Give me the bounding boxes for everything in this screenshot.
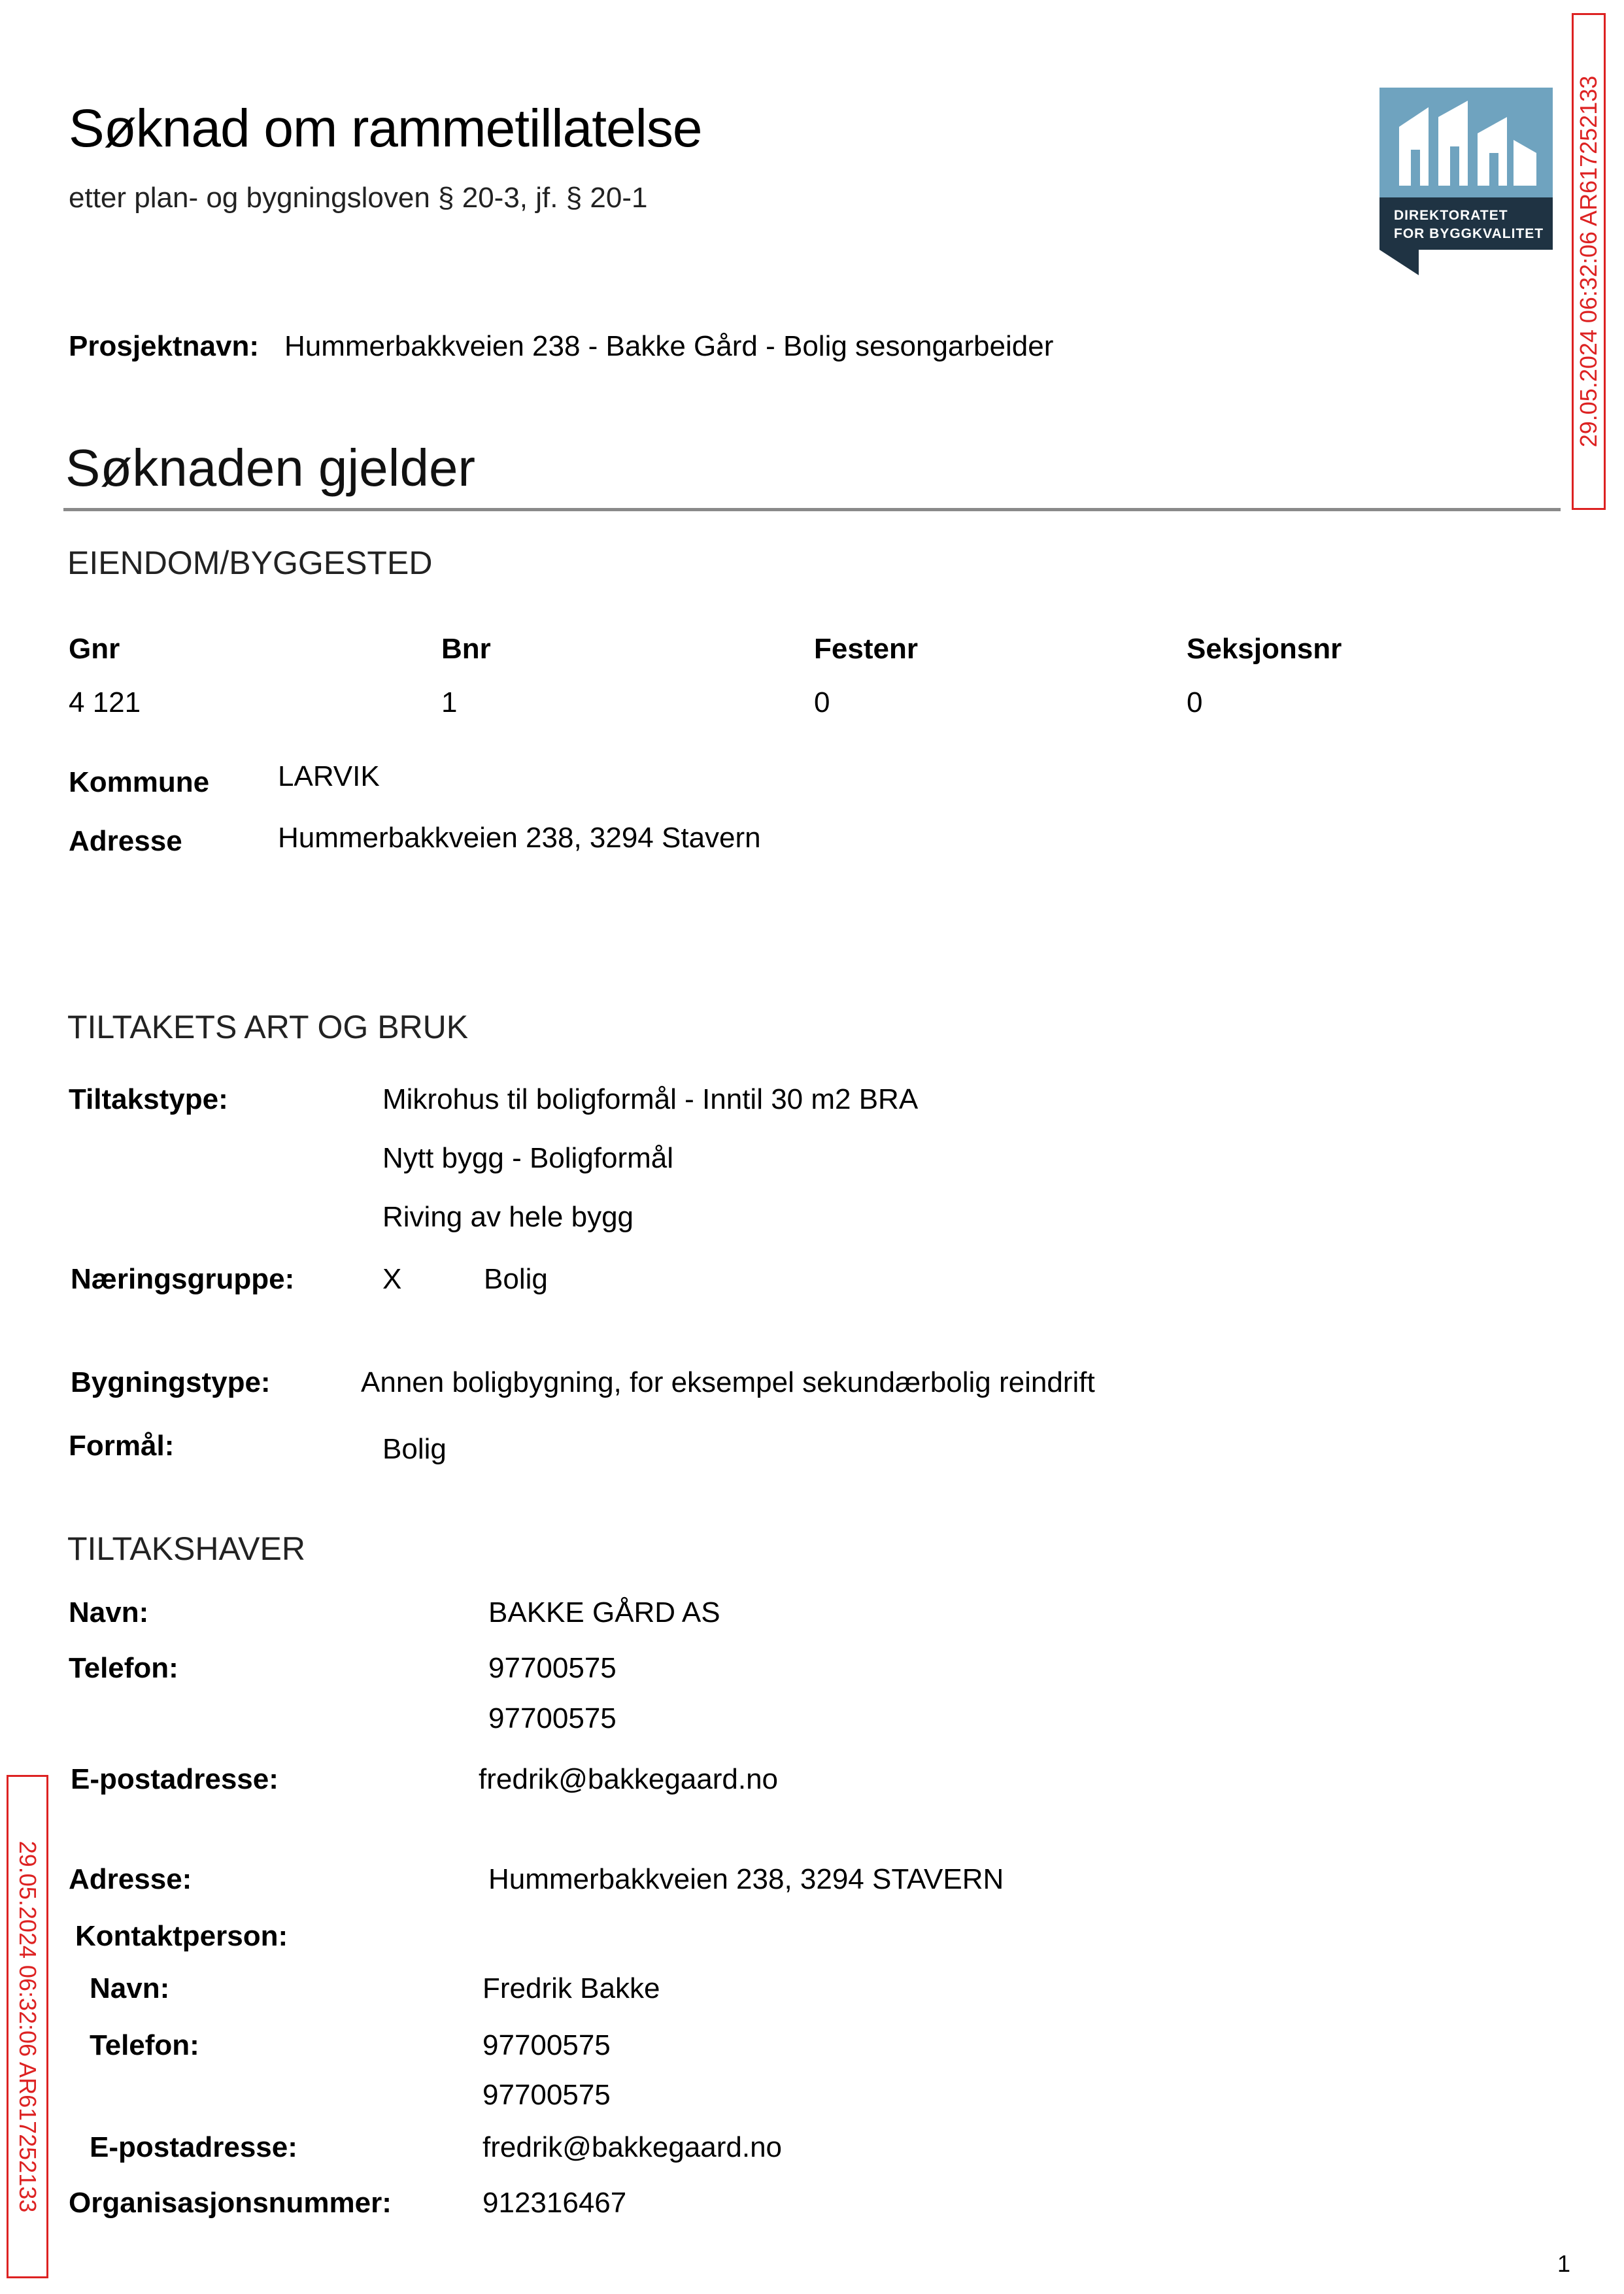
- organisasjonsnummer-label: Organisasjonsnummer:: [69, 2187, 392, 2219]
- festenr-label: Festenr: [814, 633, 918, 665]
- gnr-value: 4 121: [69, 686, 141, 718]
- organisasjonsnummer-value: 912316467: [482, 2187, 627, 2219]
- tiltakshaver-telefon-label: Telefon:: [69, 1652, 178, 1684]
- section-title: Søknaden gjelder: [65, 439, 476, 497]
- seksjonsnr-label: Seksjonsnr: [1187, 633, 1342, 665]
- tiltakstype-value-1: Mikrohus til boligformål - Inntil 30 m2 BRA: [382, 1083, 919, 1115]
- kontakt-navn-value: Fredrik Bakke: [482, 1972, 660, 2004]
- dibk-logo-graphic: [1379, 88, 1553, 275]
- seksjonsnr-value: 0: [1187, 686, 1203, 718]
- stamp-text: 29.05.2024 06:32:06 AR617252133: [1575, 75, 1602, 448]
- kontakt-epost-value: fredrik@bakkegaard.no: [482, 2131, 783, 2163]
- naeringsgruppe-code: X: [382, 1263, 402, 1295]
- tiltakstype-label: Tiltakstype:: [69, 1083, 228, 1115]
- gnr-label: Gnr: [69, 633, 120, 665]
- formal-value: Bolig: [382, 1433, 447, 1465]
- timestamp-stamp-left: [7, 1775, 48, 2278]
- tiltakstype-value-2: Nytt bygg - Boligformål: [382, 1142, 674, 1174]
- tiltakshaver-epost-value: fredrik@bakkegaard.no: [479, 1763, 779, 1795]
- festenr-value: 0: [814, 686, 830, 718]
- tiltakshaver-telefon-value-1: 97700575: [488, 1652, 617, 1684]
- timestamp-stamp-right: [1572, 13, 1606, 510]
- tiltakshaver-adresse-value: Hummerbakkveien 238, 3294 STAVERN: [488, 1863, 1004, 1895]
- tiltakstype-value-3: Riving av hele bygg: [382, 1201, 634, 1233]
- naeringsgruppe-label: Næringsgruppe:: [71, 1263, 295, 1295]
- tiltakshaver-navn-value: BAKKE GÅRD AS: [488, 1596, 720, 1628]
- logo-text-line1: DIREKTORATET: [1394, 208, 1508, 223]
- bygningstype-label: Bygningstype:: [71, 1366, 271, 1398]
- dibk-logo: [1379, 88, 1553, 275]
- tiltakshaver-navn-label: Navn:: [69, 1596, 149, 1628]
- tiltakshaver-heading: TILTAKSHAVER: [67, 1530, 305, 1567]
- formal-label: Formål:: [69, 1430, 175, 1462]
- tiltak-heading: TILTAKETS ART OG BRUK: [67, 1009, 469, 1045]
- property-heading: EIENDOM/BYGGESTED: [67, 545, 433, 581]
- bygningstype-value: Annen boligbygning, for eksempel sekundærbolig reindrift: [361, 1366, 1095, 1398]
- section-divider: [63, 508, 1561, 511]
- kontakt-epost-label: E-postadresse:: [90, 2131, 297, 2163]
- kontakt-telefon-value-2: 97700575: [482, 2079, 611, 2111]
- bnr-value: 1: [441, 686, 458, 718]
- kommune-value: LARVIK: [278, 760, 380, 792]
- document-subtitle: etter plan- og bygningsloven § 20-3, jf. § 20-1: [69, 182, 648, 214]
- naeringsgruppe-value: Bolig: [484, 1263, 548, 1295]
- bnr-label: Bnr: [441, 633, 491, 665]
- project-value: Hummerbakkveien 238 - Bakke Gård - Bolig sesongarbeider: [284, 330, 1054, 362]
- project-label: Prosjektnavn:: [69, 330, 259, 362]
- tiltakshaver-epost-label: E-postadresse:: [71, 1763, 279, 1795]
- kontaktperson-label: Kontaktperson:: [75, 1920, 288, 1952]
- tiltakshaver-adresse-label: Adresse:: [69, 1863, 192, 1895]
- document-title: Søknad om rammetillatelse: [69, 99, 702, 158]
- page-number: 1: [1557, 2250, 1571, 2277]
- kontakt-navn-label: Navn:: [90, 1972, 170, 2004]
- adresse-label: Adresse: [69, 825, 182, 857]
- kontakt-telefon-label: Telefon:: [90, 2029, 199, 2061]
- kontakt-telefon-value-1: 97700575: [482, 2029, 611, 2061]
- logo-text-line2: FOR BYGGKVALITET: [1394, 226, 1544, 241]
- tiltakshaver-telefon-value-2: 97700575: [488, 1702, 617, 1734]
- adresse-value: Hummerbakkveien 238, 3294 Stavern: [278, 822, 761, 854]
- kommune-label: Kommune: [69, 766, 210, 798]
- stamp-text: 29.05.2024 06:32:06 AR617252133: [14, 1840, 41, 2213]
